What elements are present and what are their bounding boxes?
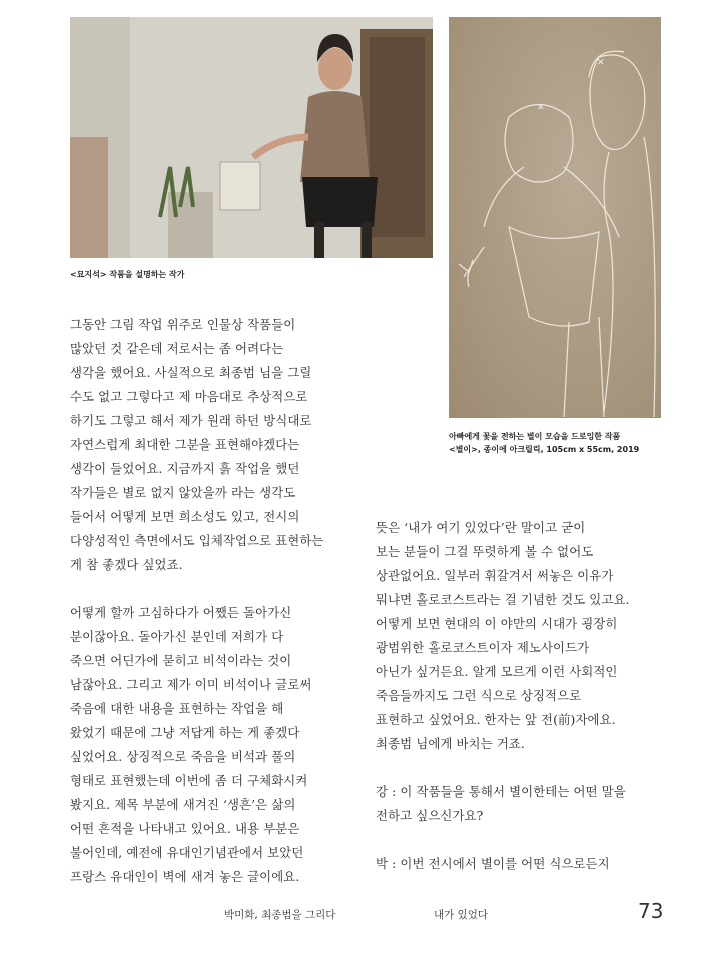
photo-caption: <묘지석> 작품을 설명하는 작가 (70, 270, 185, 279)
text-line: 분이잖아요. 돌아가신 분인데 저희가 다 (70, 629, 284, 644)
artwork-drawing-illustration (449, 17, 661, 418)
text-line: 많았던 것 같은데 저로서는 좀 어려다는 (70, 341, 284, 356)
text-line: 어떻게 할까 고심하다가 어쨌든 돌아가신 (70, 605, 292, 620)
running-footer-title: 박미화, 최종범을 그리다 (224, 909, 336, 921)
running-footer-subtitle: 내가 있었다 (434, 909, 489, 921)
text-line: 형태로 표현했는데 이번에 좀 더 구체화시켜 (70, 773, 308, 788)
artist-photo-illustration (70, 17, 433, 258)
text-line: 뜻은 ‘내가 여기 있었다’란 말이고 굳이 (376, 520, 586, 535)
text-line: 봤지요. 제목 부분에 새겨진 ‘생흔’은 삶의 (70, 797, 296, 812)
text-line: 표현하고 싶었어요. 한자는 앞 전(前)자에요. (376, 712, 616, 727)
text-line: 강 : 이 작품들을 통해서 별이한테는 어떤 말을 (376, 784, 626, 799)
text-line: 죽으면 어딘가에 묻히고 비석이라는 것이 (70, 653, 292, 668)
text-line: 싶었어요. 상징적으로 죽음을 비석과 풀의 (70, 749, 296, 764)
text-line: 죽음들까지도 그런 식으로 상징적으로 (376, 688, 582, 703)
paragraph (70, 313, 324, 577)
text-line: 수도 없고 그렇다고 제 마음대로 추상적으로 (70, 389, 308, 404)
text-line: 작가들은 별로 없지 않았을까 라는 생각도 (70, 485, 296, 500)
text-line: 왔었기 때문에 그냥 저답게 하는 게 좋겠다 (70, 725, 300, 740)
text-line: 어떻게 보면 현대의 이 야만의 시대가 굉장히 (376, 616, 618, 631)
text-line: 뭐냐면 홀로코스트라는 걸 기념한 것도 있고요. (376, 592, 630, 607)
artist-photo (70, 17, 433, 258)
paragraph (376, 852, 630, 876)
paragraph (376, 780, 630, 828)
text-line: 게 참 좋겠다 싶었죠. (70, 557, 183, 572)
body-text-left-column (70, 313, 324, 889)
text-line: 어떤 흔적을 나타내고 있어요. 내용 부분은 (70, 821, 300, 836)
text-line: 그동안 그림 작업 위주로 인물상 작품들이 (70, 317, 296, 332)
svg-text:✕: ✕ (597, 58, 605, 68)
text-line: 아닌가 싶거든요. 알게 모르게 이런 사회적인 (376, 664, 618, 679)
body-text-right-column (376, 516, 630, 876)
svg-text:✕: ✕ (537, 103, 545, 113)
text-line: 남잖아요. 그리고 제가 이미 비석이나 글로써 (70, 677, 312, 692)
artwork-caption-line: 아빠에게 꽃을 전하는 별이 모습을 드로잉한 작품 (449, 432, 621, 441)
text-line: 들어서 어떻게 보면 희소성도 있고, 전시의 (70, 509, 300, 524)
paragraph (376, 516, 630, 756)
paragraph (70, 601, 324, 889)
text-line: 보는 분들이 그걸 뚜렷하게 볼 수 없어도 (376, 544, 594, 559)
text-line: 생각을 했어요. 사실적으로 최종범 님을 그릴 (70, 365, 312, 380)
text-line: 다양성적인 측면에서도 입체작업으로 표현하는 (70, 533, 324, 548)
artwork-caption (449, 430, 679, 456)
artwork-caption-line: <별이>, 종이에 아크릴릭, 105cm x 55cm, 2019 (449, 445, 640, 454)
text-line: 죽음에 대한 내용을 표현하는 작업을 해 (70, 701, 284, 716)
artwork-drawing (449, 17, 661, 418)
text-line: 전하고 싶으신가요? (376, 808, 484, 823)
text-line: 자연스럽게 최대한 그분을 표현해야겠다는 (70, 437, 300, 452)
text-line: 최종범 님에게 바치는 거죠. (376, 736, 525, 751)
text-line: 불어인데, 예전에 유대인기념관에서 보았던 (70, 845, 304, 860)
text-line: 상관없어요. 일부러 휘갈겨서 써놓은 이유가 (376, 568, 614, 583)
text-line: 광범위한 홀로코스트이자 제노사이드가 (376, 640, 590, 655)
text-line: 생각이 들었어요. 지금까지 흙 작업을 했던 (70, 461, 300, 476)
text-line: 박 : 이번 전시에서 별이를 어떤 식으로든지 (376, 856, 610, 871)
page-number: 73 (638, 899, 664, 923)
text-line: 프랑스 유대인이 벽에 새겨 놓은 글이에요. (70, 869, 300, 884)
text-line: 하기도 그렇고 해서 제가 원래 하던 방식대로 (70, 413, 312, 428)
